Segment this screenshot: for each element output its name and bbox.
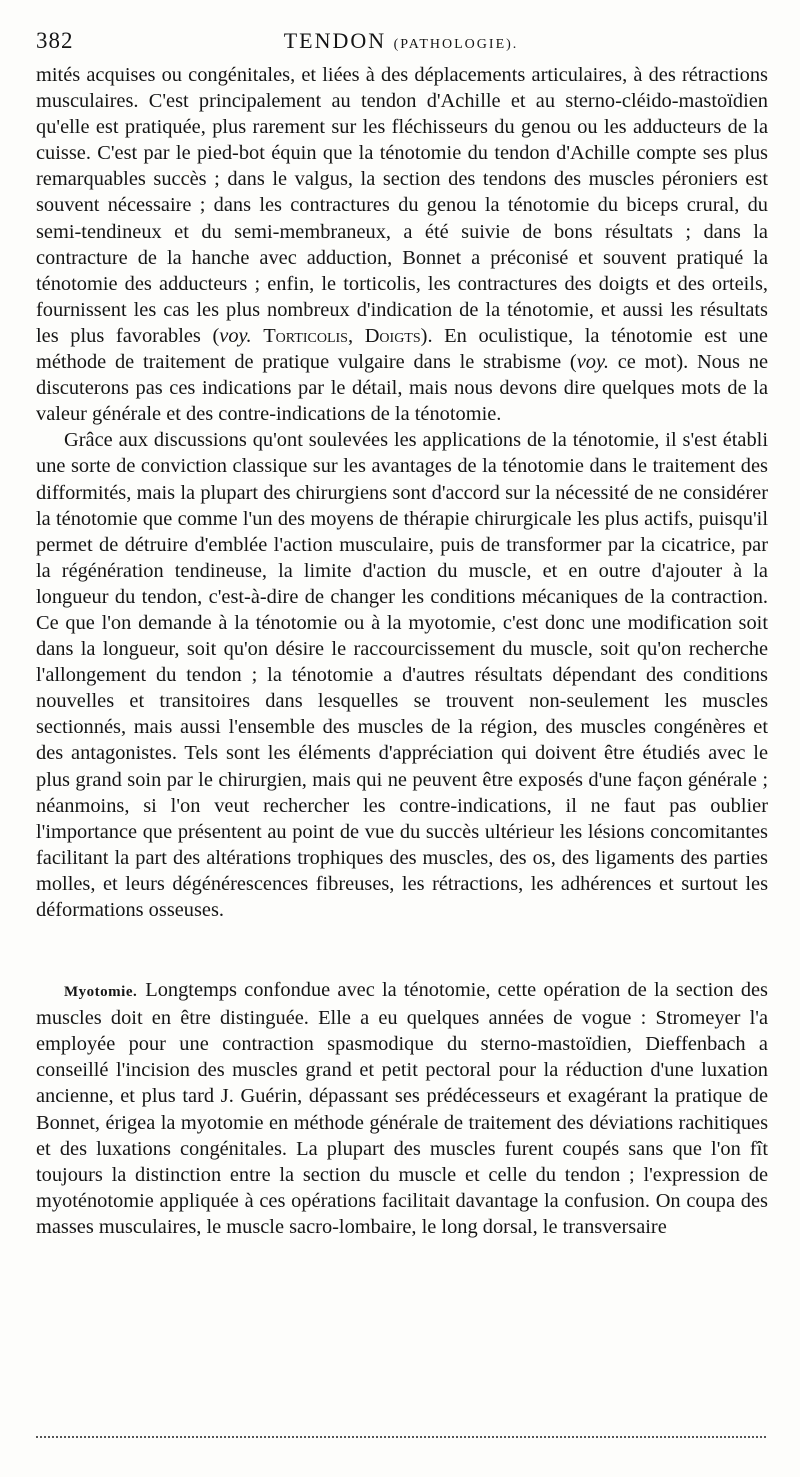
running-title — [36, 28, 766, 54]
page-header — [36, 24, 766, 58]
footer-dotted-rule — [36, 1436, 766, 1438]
paragraph-2: Grâce aux discussions qu'ont soulevées les applications de la ténotomie, il s'est établi une sorte de conviction classique sur les avantages de la ténotomie dans le traitement des difformités, mais la plupart des chirurgiens sont d'accord sur la nécessité de ne considérer la ténotomie que comme l'un des moyens de thérapie chirurgicale les plus actifs, puisqu'il permet de détruire d'emblée l'action musculaire, puis de transformer par la cicatrice, par la régénération tendineuse, la limite d'action du muscle, et en outre d'ajouter à la longueur du tendon, c'est-à-dire de changer les conditions mécaniques de la contraction. Ce que l'on demande à la ténotomie ou à la myotomie, c'est donc une modification soit dans la longueur, soit qu'on désire le raccourcissement du muscle, soit qu'on recherche l'allongement du tendon ; la ténotomie a d'autres résultats dépendant des conditions nouvelles et transitoires dans lesquelles se trouvent non-seulement les muscles sectionnés, mais aussi l'ensemble des muscles de la région, des muscles congénères et des antagonistes. Tels sont les éléments d'appréciation qui doivent être étudiés avec le plus grand soin par le chirurgien, mais qui ne peuvent être exposés d'une façon générale ; néanmoins, si l'on veut rechercher les contre-indications, il ne faut pas oublier l'importance que présentent au point de vue du succès ultérieur les lésions concomitantes facilitant la part des altérations trophiques des muscles, des os, des ligaments des parties molles, et leurs dégénérescences fibreuses, les rétractions, les adhérences et surtout les déformations osseuses. — [36, 429, 768, 921]
paragraph-continued — [36, 62, 768, 427]
voy-abbrev-2: voy. — [576, 351, 609, 374]
paragraph1-text: mités acquises ou congénitales, et liées à des déplacements articulaires, à des rétractions musculaires. C'est principalement au tendon d'Achille et au sterno-cléido-mastoïdien qu'elle est pratiquée, plus rarement sur les fléchisseurs du genou ou les adducteurs de la cuisse. C'est par le pied-bot équin que la ténotomie du tendon d'Achille compte ses plus remarquables succès ; dans le valgus, la section des tendons des muscles péroniers est souvent nécessaire ; dans les contractures du genou la ténotomie du biceps crural, du semi-tendineux et du semi-membraneux, a été suivie de bons résultats ; dans la contracture de la hanche avec adduction, Bonnet a préconisé et souvent pratiqué la ténotomie des adducteurs ; enfin, le torticolis, les contractures des doigts et des orteils, fournissent les cas les plus nombreux d'indication de la ténotomie, et aussi les résultats les plus favorables ( — [36, 64, 768, 347]
page-body — [36, 62, 768, 1240]
running-title-main: TENDON — [283, 28, 387, 53]
paragraph1-text-end: ce mot). Nous ne discuterons pas ces indications par le détail, mais nous devons dire quelques mots de la valeur générale et des contre-indications de la ténotomie. — [36, 351, 768, 426]
section-text: Longtemps confondue avec la ténotomie, cette opération de la section des muscles doit en être distinguée. Elle a eu quelques années de vogue : Stromeyer l'a employée pour une contraction spasmodique du sterno-mastoïdien, Dieffenbach a conseillé l'incision des muscles grand et petit pectoral pour la réduction d'une luxation ancienne, et plus tard J. Guérin, dépassant ses prédécesseurs et exagérant la pratique de Bonnet, érigea la myotomie en méthode générale de traitement des déviations rachitiques et des luxations congénitales. La plupart des muscles furent coupés sans que l'on fît toujours la distinction entre la section du muscle et celle du tendon ; l'expression de myoténotomie appliquée à ces opérations facilitait davantage la confusion. On coupa des masses musculaires, le muscle sacro-lombaire, le long dorsal, le transversaire — [36, 979, 768, 1238]
paragraph1-text-mid: ). En oculistique, la ténotomie est une méthode de traitement de pratique vulgaire dans le strabisme ( — [36, 324, 768, 374]
running-title-sub: (PATHOLOGIE). — [393, 37, 519, 52]
cross-ref-doigts: Doigts — [364, 324, 421, 347]
section-title: Myotomie. — [64, 984, 138, 1001]
page-number: 382 — [36, 28, 74, 53]
section-myotomie — [36, 977, 768, 1240]
voy-abbrev: voy. — [219, 324, 252, 347]
cross-ref-torticolis: Torticolis — [263, 324, 348, 347]
ref-separator: , — [347, 324, 365, 347]
